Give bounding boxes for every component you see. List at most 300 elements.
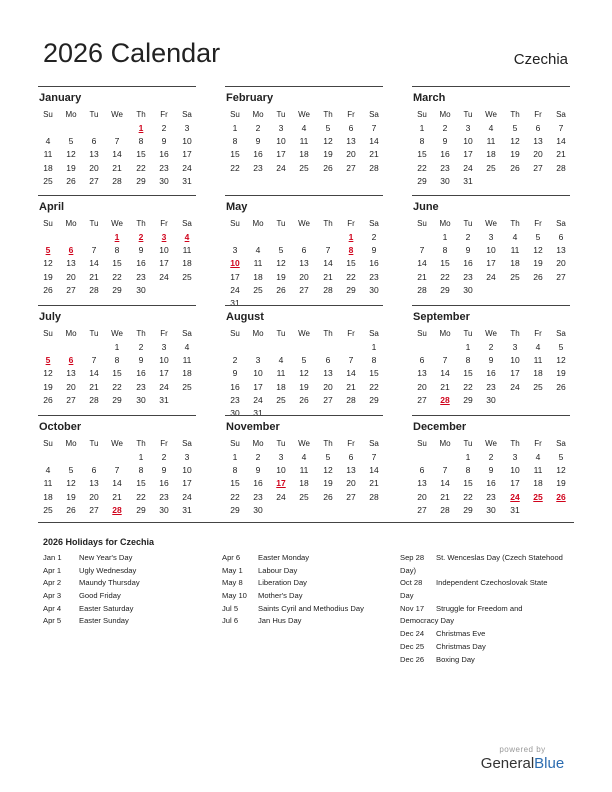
calendar-date: 15 (440, 258, 450, 269)
calendar-date: 24 (463, 162, 473, 173)
holiday-date: 3 (161, 232, 167, 242)
calendar-date: 13 (299, 258, 309, 269)
calendar-date: 7 (91, 355, 97, 366)
weekday-header: We (111, 219, 123, 228)
calendar-date: 1 (465, 452, 471, 462)
month-name: December (413, 421, 467, 433)
weekday-header: Tu (463, 329, 473, 338)
calendar-date: 30 (136, 284, 146, 295)
calendar-date: 15 (136, 478, 146, 489)
calendar-date: 10 (182, 465, 192, 476)
calendar-date: 26 (43, 394, 53, 405)
weekday-header: Fr (534, 439, 542, 448)
calendar-date: 22 (136, 162, 146, 173)
calendar-date: 28 (369, 491, 379, 502)
calendar-date: 7 (91, 245, 97, 256)
calendar-date: 16 (136, 368, 146, 379)
calendar-date: 26 (556, 381, 566, 392)
weekday-header: Su (230, 439, 240, 448)
calendar-date: 22 (112, 271, 122, 282)
holiday-date-label: Dec 24 (400, 629, 425, 639)
calendar-date: 21 (112, 491, 122, 502)
holiday-name: Good Friday (79, 591, 121, 601)
calendar-date: 27 (417, 394, 427, 405)
calendar-date: 26 (299, 394, 309, 405)
weekday-header: Tu (89, 219, 99, 228)
calendar-date: 6 (558, 232, 564, 242)
calendar-date: 24 (230, 284, 240, 295)
calendar-date: 14 (323, 258, 333, 269)
calendar-date: 9 (488, 465, 494, 476)
weekday-header: Mo (439, 110, 451, 119)
calendar-date: 16 (136, 258, 146, 269)
holiday-name: Struggle for Freedom and (436, 603, 523, 613)
holiday-name-continued: Day) (400, 565, 417, 575)
calendar-date: 12 (533, 245, 543, 256)
calendar-date: 25 (533, 381, 543, 392)
calendar-date: 14 (417, 258, 427, 269)
weekday-header: Mo (65, 439, 77, 448)
weekday-header: Su (417, 110, 427, 119)
weekday-header: Su (43, 439, 53, 448)
divider (38, 522, 574, 523)
holiday-date: 8 (348, 245, 354, 256)
calendar-date: 23 (253, 162, 263, 173)
calendar-date: 6 (419, 465, 425, 476)
holiday-name: Mother's Day (258, 591, 303, 601)
weekday-header: Tu (463, 439, 473, 448)
weekday-header: We (111, 110, 123, 119)
holiday-name: Easter Sunday (79, 616, 129, 626)
month-divider (38, 415, 196, 416)
month-divider (225, 415, 383, 416)
calendar-date: 23 (159, 491, 169, 502)
holiday-date-label: May 1 (222, 565, 243, 575)
calendar-date: 19 (276, 271, 286, 282)
calendar-date: 22 (230, 162, 240, 173)
calendar-date: 12 (556, 355, 566, 366)
calendar-date: 3 (465, 123, 471, 133)
calendar-date: 14 (112, 149, 122, 160)
calendar-date: 23 (253, 491, 263, 502)
calendar-date: 26 (66, 504, 76, 515)
calendar-date: 16 (486, 368, 496, 379)
weekday-header: We (298, 219, 310, 228)
weekday-header: Th (136, 219, 146, 228)
calendar-date: 30 (136, 394, 146, 405)
month-divider (225, 305, 383, 306)
calendar-date: 28 (89, 394, 99, 405)
weekday-header: Tu (276, 439, 286, 448)
calendar-date: 24 (182, 491, 192, 502)
calendar-date: 7 (442, 465, 448, 476)
calendar-date: 17 (182, 149, 192, 160)
calendar-date: 14 (112, 478, 122, 489)
calendar-date: 31 (230, 298, 240, 308)
calendar-date: 20 (66, 381, 76, 392)
calendar-date: 24 (253, 394, 263, 405)
calendar-date: 18 (486, 149, 496, 160)
holiday-date-label: Nov 17 (400, 603, 425, 613)
calendar-date: 18 (253, 271, 263, 282)
calendar-date: 30 (230, 408, 240, 418)
calendar-date: 29 (417, 175, 427, 186)
weekday-header: Tu (276, 110, 286, 119)
calendar-date: 24 (276, 162, 286, 173)
calendar-date: 2 (255, 123, 261, 133)
weekday-header: Fr (347, 219, 355, 228)
calendar-date: 19 (556, 478, 566, 489)
calendar-date: 23 (369, 271, 379, 282)
calendar-date: 17 (159, 368, 169, 379)
calendar-date: 9 (161, 465, 167, 476)
calendar-date: 22 (112, 381, 122, 392)
calendar-date: 27 (299, 284, 309, 295)
weekday-header: Sa (556, 110, 566, 119)
holiday-date: 28 (440, 394, 450, 405)
weekday-header: Sa (369, 439, 379, 448)
holiday-name: Easter Saturday (79, 603, 134, 613)
calendar-date: 10 (276, 465, 286, 476)
calendar-date: 6 (91, 465, 97, 476)
month-name: April (39, 201, 65, 213)
month-divider (412, 86, 570, 87)
weekday-header: We (298, 439, 310, 448)
calendar-date: 25 (43, 504, 53, 515)
calendar-date: 16 (440, 149, 450, 160)
holiday-name-continued: Democracy Day (400, 616, 455, 626)
calendar-date: 18 (299, 149, 309, 160)
powered-by-text: powered by (499, 745, 546, 754)
calendar-date: 3 (278, 452, 284, 462)
calendar-date: 13 (417, 368, 427, 379)
calendar-date: 2 (255, 452, 261, 462)
calendar-date: 4 (301, 123, 307, 133)
weekday-header: Sa (556, 329, 566, 338)
calendar-date: 2 (371, 232, 377, 242)
calendar-date: 5 (558, 452, 564, 462)
calendar-date: 9 (371, 245, 377, 256)
calendar-date: 15 (230, 149, 240, 160)
calendar-date: 4 (255, 245, 261, 256)
calendar-date: 26 (276, 284, 286, 295)
calendar-date: 13 (66, 368, 76, 379)
calendar-date: 4 (278, 355, 284, 366)
calendar-date: 29 (463, 394, 473, 405)
weekday-header: Tu (89, 439, 99, 448)
calendar-date: 28 (89, 284, 99, 295)
calendar-date: 6 (301, 245, 307, 256)
weekday-header: Sa (369, 110, 379, 119)
calendar-date: 10 (486, 245, 496, 256)
calendar-date: 17 (510, 478, 520, 489)
calendar-date: 1 (371, 342, 377, 352)
calendar-date: 22 (230, 491, 240, 502)
calendar-date: 29 (136, 175, 146, 186)
calendar-date: 24 (276, 491, 286, 502)
calendar-date: 26 (43, 284, 53, 295)
calendar-date: 16 (230, 381, 240, 392)
weekday-header: We (111, 439, 123, 448)
calendar-date: 23 (486, 381, 496, 392)
month-divider (38, 305, 196, 306)
calendar-date: 2 (161, 452, 167, 462)
calendar-date: 9 (465, 245, 471, 256)
holiday-name: Boxing Day (436, 654, 475, 664)
calendar-date: 18 (43, 491, 53, 502)
month-divider (412, 195, 570, 196)
calendar-date: 15 (463, 478, 473, 489)
calendar-date: 28 (417, 284, 427, 295)
calendar-date: 11 (299, 136, 309, 147)
calendar-date: 2 (488, 452, 494, 462)
calendar-date: 23 (440, 162, 450, 173)
calendar-date: 13 (346, 465, 356, 476)
weekday-header: Th (136, 110, 146, 119)
calendar-date: 31 (182, 175, 192, 186)
calendar-date: 18 (533, 368, 543, 379)
weekday-header: We (485, 329, 497, 338)
holiday-name: Labour Day (258, 565, 298, 575)
calendar-date: 30 (159, 504, 169, 515)
calendar-date: 2 (465, 232, 471, 242)
calendar-date: 27 (66, 394, 76, 405)
weekday-header: Su (43, 329, 53, 338)
weekday-header: Tu (463, 219, 473, 228)
weekday-header: Mo (65, 329, 77, 338)
calendar-date: 4 (535, 452, 541, 462)
month-name: September (413, 311, 470, 323)
calendar-date: 15 (463, 368, 473, 379)
weekday-header: Su (43, 219, 53, 228)
calendar-date: 12 (323, 465, 333, 476)
calendar-date: 7 (325, 245, 331, 256)
holiday-date: 4 (184, 232, 190, 242)
month-divider (412, 305, 570, 306)
calendar-date: 21 (440, 381, 450, 392)
calendar-date: 12 (276, 258, 286, 269)
calendar-date: 10 (182, 136, 192, 147)
calendar-date: 19 (66, 491, 76, 502)
month-divider (38, 195, 196, 196)
calendar-date: 29 (136, 504, 146, 515)
holiday-date-label: Apr 6 (222, 553, 241, 562)
holiday-name: Saints Cyril and Methodius Day (258, 603, 364, 613)
calendar-date: 5 (278, 245, 284, 256)
calendar-date: 18 (510, 258, 520, 269)
calendar-date: 30 (440, 175, 450, 186)
calendar-date: 6 (535, 123, 541, 133)
calendar-date: 29 (346, 284, 356, 295)
calendar-date: 3 (255, 355, 261, 366)
weekday-header: Fr (160, 439, 168, 448)
calendar-date: 16 (253, 149, 263, 160)
calendar-date: 4 (535, 342, 541, 352)
brand-logo[interactable] (475, 745, 570, 772)
calendar-date: 22 (346, 271, 356, 282)
calendar-date: 6 (91, 136, 97, 147)
calendar-date: 9 (138, 355, 144, 366)
calendar-date: 11 (276, 368, 286, 379)
calendar-date: 1 (138, 452, 144, 462)
holiday-date-label: Oct 28 (400, 578, 423, 588)
holiday-date: 6 (68, 355, 74, 366)
weekday-header: Su (417, 439, 427, 448)
calendar-date: 16 (159, 478, 169, 489)
calendar-date: 9 (488, 355, 494, 366)
holiday-date-label: Sep 28 (400, 553, 425, 562)
calendar-date: 1 (465, 342, 471, 352)
calendar-date: 11 (486, 136, 496, 147)
weekday-header: Su (230, 110, 240, 119)
calendar-date: 7 (114, 136, 120, 147)
calendar-date: 16 (463, 258, 473, 269)
calendar-date: 8 (138, 136, 144, 147)
holiday-date-label: Jul 6 (222, 616, 239, 626)
weekday-header: Mo (439, 329, 451, 338)
weekday-header: Th (323, 219, 333, 228)
calendar-date: 8 (138, 465, 144, 476)
calendar-date: 31 (159, 394, 169, 405)
calendar-date: 5 (325, 452, 331, 462)
holiday-date: 6 (68, 245, 74, 256)
calendar-date: 26 (323, 162, 333, 173)
calendar-date: 9 (161, 136, 167, 147)
calendar-date: 23 (159, 162, 169, 173)
calendar-date: 12 (299, 368, 309, 379)
calendar-date: 27 (89, 175, 99, 186)
calendar-date: 31 (182, 504, 192, 515)
calendar-date: 25 (299, 162, 309, 173)
calendar-date: 8 (232, 465, 238, 476)
calendar-date: 12 (66, 478, 76, 489)
calendar-date: 30 (486, 504, 496, 515)
calendar-date: 8 (465, 465, 471, 476)
calendar-date: 24 (182, 162, 192, 173)
calendar-date: 3 (161, 342, 167, 352)
calendar-date: 20 (556, 258, 566, 269)
calendar-date: 28 (323, 284, 333, 295)
weekday-header: Fr (160, 329, 168, 338)
calendar-date: 3 (232, 245, 238, 256)
calendar-date: 15 (346, 258, 356, 269)
calendar-date: 2 (442, 123, 448, 133)
calendar-date: 3 (512, 342, 518, 352)
holiday-date: 1 (114, 232, 120, 242)
brand-name (475, 755, 570, 772)
weekday-header: Th (510, 439, 520, 448)
holiday-name-continued: Day (400, 591, 414, 601)
calendar-date: 11 (533, 465, 543, 476)
holiday-date: 10 (230, 258, 240, 269)
holiday-date: 28 (112, 504, 122, 515)
weekday-header: Fr (534, 110, 542, 119)
calendar-date: 10 (253, 368, 263, 379)
calendar-date: 6 (325, 355, 331, 366)
calendar-date: 15 (112, 368, 122, 379)
calendar-date: 6 (348, 452, 354, 462)
month-divider (225, 86, 383, 87)
month-divider (38, 86, 196, 87)
calendar-date: 5 (68, 465, 74, 476)
calendar-date: 18 (182, 368, 192, 379)
holiday-name: Maundy Thursday (79, 578, 140, 588)
calendar-date: 28 (440, 504, 450, 515)
holiday-date-label: Apr 5 (43, 616, 62, 626)
holiday-name: Christmas Eve (436, 629, 486, 639)
calendar-date: 20 (323, 381, 333, 392)
calendar-date: 27 (533, 162, 543, 173)
calendar-date: 1 (232, 452, 238, 462)
calendar-date: 2 (138, 342, 144, 352)
holiday-date: 26 (556, 491, 566, 502)
calendar-date: 18 (276, 381, 286, 392)
calendar-date: 25 (486, 162, 496, 173)
calendar-date: 17 (182, 478, 192, 489)
calendar-date: 14 (369, 465, 379, 476)
holiday-name: Ugly Wednesday (79, 565, 137, 575)
calendar-date: 12 (510, 136, 520, 147)
calendar-date: 25 (276, 394, 286, 405)
calendar-date: 21 (346, 381, 356, 392)
weekday-header: Mo (252, 219, 264, 228)
weekday-header: We (298, 329, 310, 338)
calendar-date: 27 (417, 504, 427, 515)
calendar-date: 3 (278, 123, 284, 133)
calendar-date: 14 (89, 258, 99, 269)
weekday-header: Sa (182, 219, 192, 228)
weekday-header: Mo (252, 110, 264, 119)
month-name: February (226, 92, 274, 104)
calendar-date: 15 (230, 478, 240, 489)
calendar-date: 27 (556, 271, 566, 282)
month-name: January (39, 92, 82, 104)
holiday-name: Jan Hus Day (258, 616, 302, 626)
calendar-date: 4 (301, 452, 307, 462)
weekday-header: Th (510, 329, 520, 338)
calendar-date: 22 (369, 381, 379, 392)
holiday-date: 1 (348, 232, 354, 242)
calendar-date: 3 (512, 452, 518, 462)
calendar-date: 25 (182, 271, 192, 282)
month-name: July (39, 311, 62, 323)
calendar-date: 18 (533, 478, 543, 489)
calendar-date: 7 (114, 465, 120, 476)
calendar-date: 30 (253, 504, 263, 515)
month-name: May (226, 201, 248, 213)
calendar-date: 20 (299, 271, 309, 282)
holiday-date: 2 (138, 232, 144, 242)
weekday-header: Mo (65, 110, 77, 119)
calendar-date: 13 (556, 245, 566, 256)
weekday-header: Tu (463, 110, 473, 119)
calendar-date: 22 (463, 381, 473, 392)
calendar-date: 29 (112, 284, 122, 295)
calendar-date: 7 (558, 123, 564, 133)
calendar-date: 11 (510, 245, 520, 256)
calendar-date: 21 (440, 491, 450, 502)
calendar-date: 11 (43, 149, 53, 160)
calendar-date: 1 (232, 123, 238, 133)
holiday-name: Christmas Day (436, 641, 486, 651)
calendar-date: 31 (510, 504, 520, 515)
calendar-date: 20 (533, 149, 543, 160)
calendar-date: 12 (323, 136, 333, 147)
weekday-header: Su (230, 329, 240, 338)
calendar-date: 12 (43, 368, 53, 379)
weekday-header: Sa (369, 329, 379, 338)
calendar-date: 16 (253, 478, 263, 489)
